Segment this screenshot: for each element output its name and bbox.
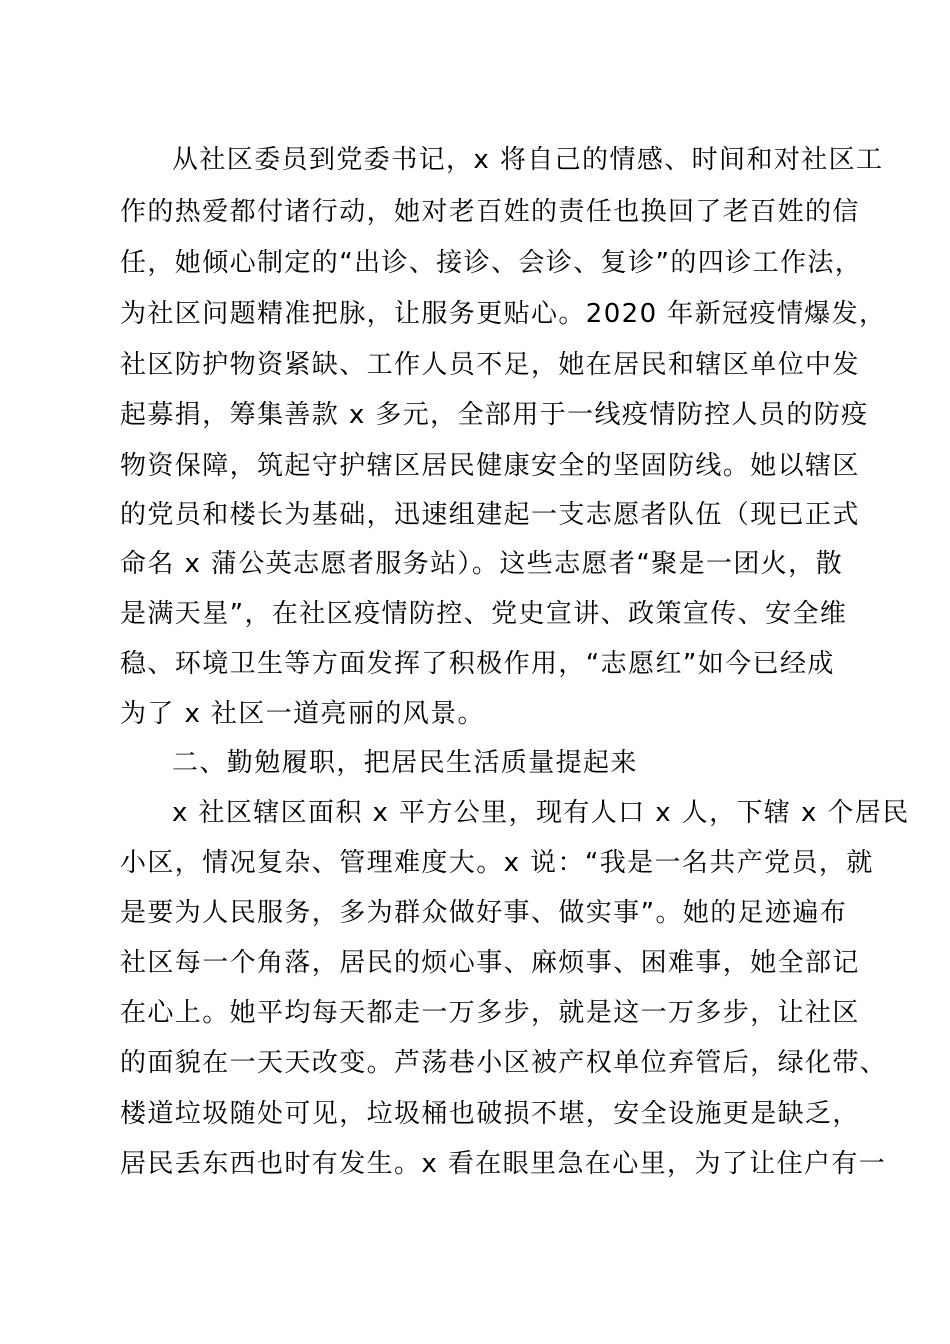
paragraph-line: 楼道垃圾随处可见，垃圾桶也破损不堪，安全设施更是缺乏， bbox=[120, 1099, 860, 1129]
paragraph-line: 社区防护物资紧缺、工作人员不足，她在居民和辖区单位中发 bbox=[120, 350, 860, 380]
paragraph-line: 的党员和楼长为基础，迅速组建起一支志愿者队伍（现已正式 bbox=[120, 500, 860, 530]
paragraph-line: 为社区问题精准把脉，让服务更贴心。2020 年新冠疫情爆发， bbox=[120, 299, 887, 329]
paragraph-line: 物资保障，筑起守护辖区居民健康安全的坚固防线。她以辖区 bbox=[120, 451, 860, 481]
paragraph-line: 稳、环境卫生等方面发挥了积极作用，“志愿红”如今已经成 bbox=[120, 649, 835, 679]
paragraph-line: 小区，情况复杂、管理难度大。x 说：“我是一名共产党员，就 bbox=[120, 848, 874, 878]
paragraph-line: 是满天星”，在社区疫情防控、党史宣讲、政策宣传、安全维 bbox=[120, 599, 848, 629]
paragraph-line: 为了 x 社区一道亮丽的风景。 bbox=[120, 699, 485, 729]
paragraph-line: 作的热爱都付诸行动，她对老百姓的责任也换回了老百姓的信 bbox=[120, 197, 860, 227]
paragraph-line: 任，她倾心制定的“出诊、接诊、会诊、复诊”的四诊工作法， bbox=[120, 248, 863, 278]
paragraph-line: 从社区委员到党委书记，x 将自己的情感、时间和对社区工 bbox=[172, 145, 884, 175]
paragraph-line: 是要为人民服务，多为群众做好事、做实事”。她的足迹遍布 bbox=[120, 898, 848, 928]
section-heading: 二、勤勉履职，把居民生活质量提起来 bbox=[172, 748, 638, 778]
paragraph-line: 社区每一个角落，居民的烦心事、麻烦事、困难事，她全部记 bbox=[120, 948, 860, 978]
paragraph-line: 在心上。她平均每天都走一万多步，就是这一万多步，让社区 bbox=[120, 998, 860, 1028]
paragraph-line: 的面貌在一天天改变。芦荡巷小区被产权单位弃管后，绿化带、 bbox=[120, 1048, 888, 1078]
paragraph-line: 居民丢东西也时有发生。x 看在眼里急在心里，为了让住户有一 bbox=[120, 1149, 887, 1179]
paragraph-line: 起募捐，筹集善款 x 多元，全部用于一线疫情防控人员的防疫 bbox=[120, 400, 869, 430]
paragraph-line: 命名 x 蒲公英志愿者服务站）。这些志愿者“聚是一团火，散 bbox=[120, 549, 843, 579]
paragraph-line: x 社区辖区面积 x 平方公里，现有人口 x 人，下辖 x 个居民 bbox=[172, 798, 910, 828]
